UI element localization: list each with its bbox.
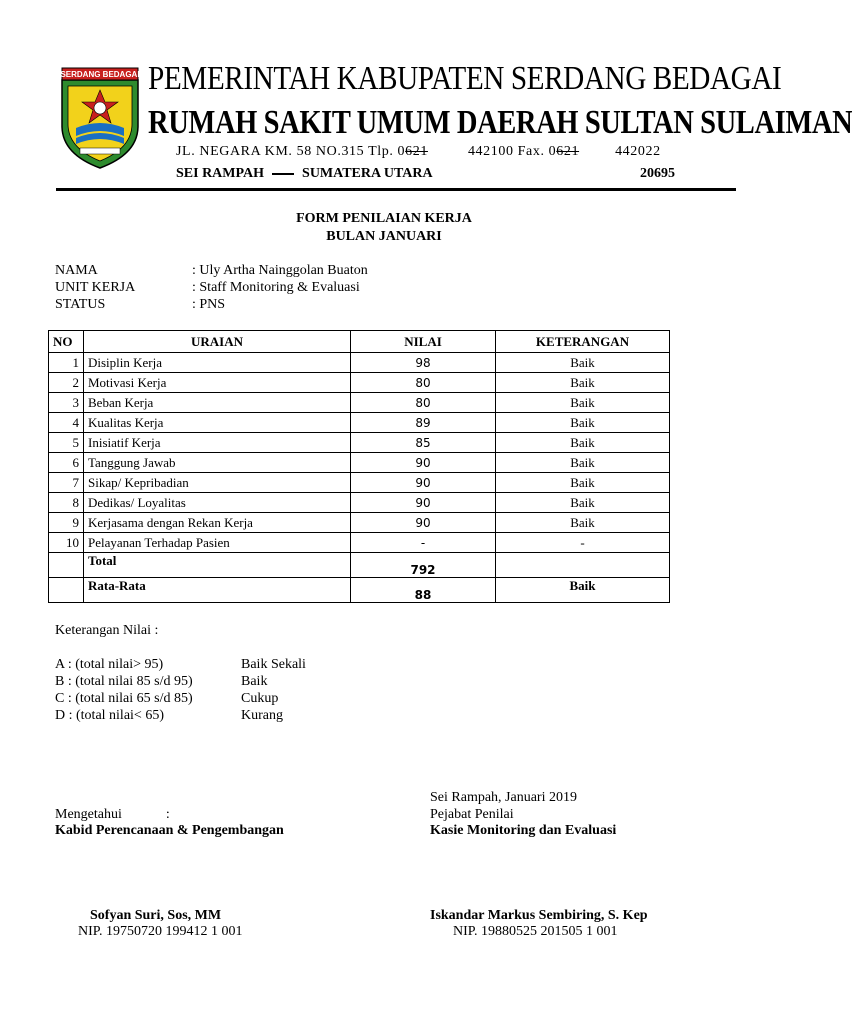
right-signer-nip: NIP. 19880525 201505 1 001 [453,924,618,939]
cell-no: 4 [49,413,84,433]
right-position: Kasie Monitoring dan Evaluasi [430,823,617,838]
cell-nilai: 98 [351,353,496,373]
cell-nilai: 90 [351,493,496,513]
cell-keterangan: Baik [496,413,670,433]
average-value: 88 [351,578,496,603]
form-subtitle: BULAN JANUARI [326,229,442,244]
cell-no [49,553,84,578]
table-row [49,513,670,533]
employee-identity [55,262,368,313]
header-nilai: NILAI [351,331,496,353]
table-row [49,453,670,473]
zip-code: 20695 [640,166,675,181]
identity-label: NAMA [55,263,98,278]
cell-uraian: Kualitas Kerja [84,413,351,433]
address-part: JL. NEGARA KM. 58 NO.315 Tlp. 0 [176,144,406,159]
cell-uraian: Dedikas/ Loyalitas [84,493,351,513]
legend-heading: Keterangan Nilai : [55,623,159,638]
cell-keterangan: Baik [496,353,670,373]
cell-no: 6 [49,453,84,473]
left-position: Kabid Perencanaan & Pengembangan [55,823,284,838]
identity-label: STATUS [55,297,106,312]
cell-uraian: Inisiatif Kerja [84,433,351,453]
cell-uraian: Disiplin Kerja [84,353,351,373]
right-signer-name: Iskandar Markus Sembiring, S. Kep [430,908,648,923]
legend-key: C : (total nilai 65 s/d 85) [55,691,193,706]
address-part: 442022 [615,144,661,159]
legend-item [55,656,306,673]
address-strike: 621 [556,144,580,159]
left-caption [55,806,170,823]
left-signer-name: Sofyan Suri, Sos, MM [90,908,222,923]
legend-key: D : (total nilai< 65) [55,708,164,723]
total-label: Total [84,553,351,578]
legend-item [55,707,306,724]
table-row [49,353,670,373]
header-no: NO [49,331,84,353]
letterhead-rule [56,188,736,191]
cell-no: 8 [49,493,84,513]
form-title: FORM PENILAIAN KERJA [296,211,472,226]
table-row [49,373,670,393]
legend-value: Kurang [241,708,283,723]
legend-value: Baik Sekali [241,657,306,672]
identity-row [55,262,368,279]
table-row [49,433,670,453]
letterhead-hospital: RUMAH SAKIT UMUM DAERAH SULTAN SULAIMAN [148,104,852,141]
total-keterangan [496,553,670,578]
left-caption-colon: : [165,807,170,822]
table-row [49,493,670,513]
cell-nilai: 80 [351,373,496,393]
cell-nilai: 90 [351,473,496,493]
cell-nilai: 85 [351,433,496,453]
regency-emblem [58,66,142,170]
cell-keterangan: Baik [496,513,670,533]
province: SUMATERA UTARA [302,166,433,181]
cell-keterangan: Baik [496,473,670,493]
legend-key: B : (total nilai 85 s/d 95) [55,674,193,689]
grade-legend [55,622,306,724]
cell-no [49,578,84,603]
cell-no: 7 [49,473,84,493]
cell-uraian: Tanggung Jawab [84,453,351,473]
place-date: Sei Rampah, Januari 2019 [430,790,577,805]
identity-row [55,296,368,313]
cell-no: 10 [49,533,84,553]
letterhead-location [176,166,675,182]
cell-no: 5 [49,433,84,453]
identity-value: : PNS [192,297,226,312]
left-caption-text: Mengetahui [55,807,122,822]
cell-keterangan: Baik [496,393,670,413]
table-row [49,393,670,413]
cell-no: 2 [49,373,84,393]
header-uraian: URAIAN [84,331,351,353]
cell-keterangan: - [496,533,670,553]
cell-uraian: Beban Kerja [84,393,351,413]
table-body [49,353,670,553]
cell-keterangan: Baik [496,453,670,473]
table-header-row [49,331,670,353]
address-strike: 621 [405,144,428,159]
cell-uraian: Pelayanan Terhadap Pasien [84,533,351,553]
identity-label: UNIT KERJA [55,280,136,295]
legend-item [55,690,306,707]
cell-nilai: 89 [351,413,496,433]
table-row [49,473,670,493]
assessment-table [48,330,670,603]
dash-divider [272,173,294,175]
identity-value: : Staff Monitoring & Evaluasi [192,280,360,295]
average-row [49,578,670,603]
cell-uraian: Kerjasama dengan Rekan Kerja [84,513,351,533]
cell-no: 3 [49,393,84,413]
emblem-text: SERDANG BEDAGAI [60,70,140,79]
cell-keterangan: Baik [496,433,670,453]
cell-no: 1 [49,353,84,373]
cell-nilai: 80 [351,393,496,413]
average-label: Rata-Rata [84,578,351,603]
right-caption: Pejabat Penilai [430,807,514,822]
city: SEI RAMPAH [176,166,265,181]
cell-uraian: Sikap/ Kepribadian [84,473,351,493]
legend-item [55,673,306,690]
letterhead-address [176,144,661,160]
total-value: 792 [351,553,496,578]
letterhead-government: PEMERINTAH KABUPATEN SERDANG BEDAGAI [148,60,782,97]
cell-uraian: Motivasi Kerja [84,373,351,393]
legend-value: Baik [241,674,268,689]
table-row [49,533,670,553]
cell-nilai: - [351,533,496,553]
cell-no: 9 [49,513,84,533]
average-keterangan: Baik [496,578,670,603]
left-signer-nip: NIP. 19750720 199412 1 001 [78,924,243,939]
legend-value: Cukup [241,691,279,706]
table-row [49,413,670,433]
header-keterangan: KETERANGAN [496,331,670,353]
cell-keterangan: Baik [496,373,670,393]
identity-value: : Uly Artha Nainggolan Buaton [192,263,368,278]
cell-keterangan: Baik [496,493,670,513]
identity-row [55,279,368,296]
address-part: 442100 Fax. 0 [467,144,557,159]
legend-key: A : (total nilai> 95) [55,657,164,672]
total-row [49,553,670,578]
cell-nilai: 90 [351,513,496,533]
cell-nilai: 90 [351,453,496,473]
